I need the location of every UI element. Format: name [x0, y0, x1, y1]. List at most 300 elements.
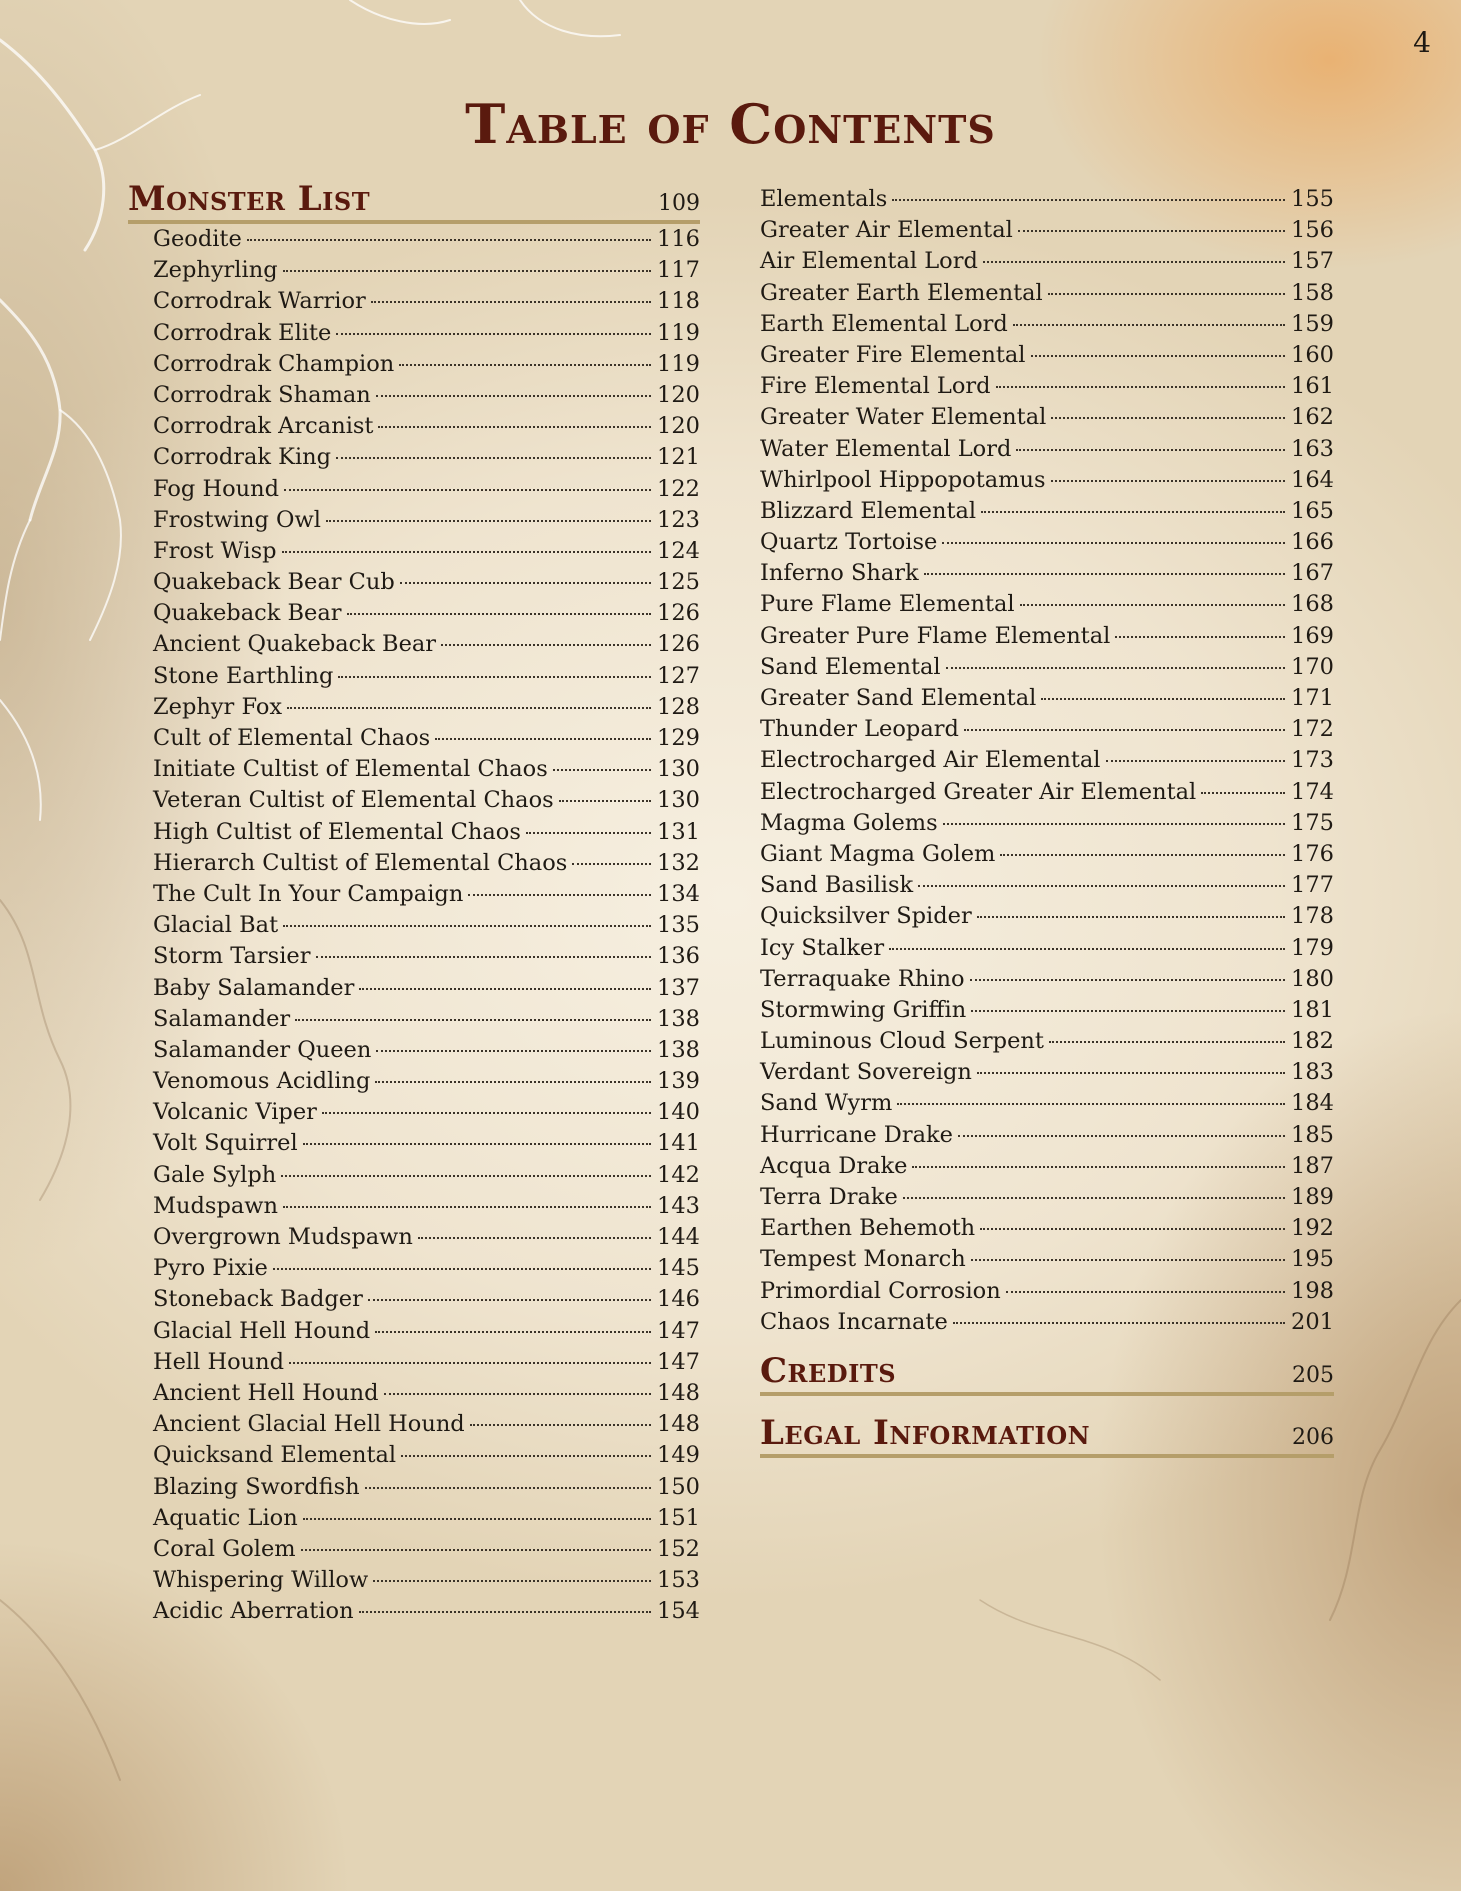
entry-title: Coral Golem	[153, 1535, 296, 1562]
entry-title: Fog Hound	[153, 475, 280, 502]
section-legal-information[interactable]	[760, 1414, 1334, 1458]
toc-entry[interactable]	[153, 692, 700, 723]
entry-title: Greater Earth Elemental	[760, 279, 1043, 306]
toc-entry[interactable]	[153, 754, 700, 785]
entry-page-number: 145	[657, 1255, 700, 1282]
dot-leader	[400, 582, 651, 584]
toc-entry[interactable]	[760, 777, 1334, 808]
toc-entry[interactable]	[760, 714, 1334, 745]
entry-page-number: 137	[657, 974, 700, 1001]
dot-leader	[996, 386, 1285, 388]
toc-entry[interactable]	[153, 1160, 700, 1191]
toc-entry[interactable]	[153, 1503, 700, 1534]
entry-title: Ancient Hell Hound	[153, 1379, 379, 1406]
entry-page-number: 178	[1291, 903, 1334, 930]
entry-page-number: 171	[1291, 685, 1334, 711]
entry-page-number: 148	[657, 1411, 700, 1438]
dot-leader	[295, 1019, 651, 1021]
toc-entry[interactable]	[153, 255, 700, 286]
toc-entry[interactable]	[760, 371, 1334, 402]
dot-leader	[977, 916, 1285, 918]
entry-page-number: 175	[1291, 809, 1334, 836]
dot-leader	[1115, 636, 1285, 638]
entry-page-number: 122	[657, 475, 700, 502]
dot-leader	[1013, 324, 1285, 326]
entry-title: Corrodrak Elite	[153, 319, 332, 346]
entry-title: Zephyrling	[153, 257, 278, 284]
toc-entry[interactable]	[760, 527, 1334, 558]
toc-entry[interactable]	[760, 1057, 1334, 1088]
toc-entry[interactable]	[760, 1026, 1334, 1057]
entry-page-number: 187	[1291, 1152, 1334, 1179]
toc-entry[interactable]	[153, 380, 700, 411]
entry-page-number: 136	[657, 943, 700, 970]
entry-page-number: 195	[1291, 1246, 1334, 1273]
section-page: 205	[1292, 1362, 1334, 1388]
entry-title: Greater Pure Flame Elemental	[760, 622, 1111, 649]
page-title: Table of Contents	[465, 92, 996, 156]
entry-title: Luminous Cloud Serpent	[760, 1028, 1044, 1055]
toc-entry[interactable]	[153, 411, 700, 442]
entry-page-number: 150	[657, 1473, 700, 1500]
dot-leader	[384, 1393, 651, 1395]
dot-leader	[1018, 230, 1285, 232]
dot-leader	[977, 1072, 1285, 1074]
toc-entry[interactable]	[760, 1213, 1334, 1244]
toc-entry[interactable]	[153, 1378, 700, 1409]
entry-title: Glacial Hell Hound	[153, 1317, 371, 1344]
entry-title: Volt Squirrel	[153, 1130, 298, 1157]
toc-entry[interactable]	[153, 910, 700, 941]
entry-title: Cult of Elemental Chaos	[153, 725, 431, 751]
dot-leader	[1051, 480, 1285, 482]
left-column	[128, 180, 700, 1627]
entry-title: Overgrown Mudspawn	[153, 1224, 413, 1250]
toc-entry[interactable]	[153, 941, 700, 972]
dot-leader	[247, 239, 651, 241]
toc-entry[interactable]	[760, 1307, 1334, 1338]
entry-title: Verdant Sovereign	[760, 1059, 972, 1086]
entry-title: The Cult In Your Campaign	[153, 880, 464, 907]
entry-page-number: 153	[657, 1567, 700, 1594]
toc-entry[interactable]	[153, 1472, 700, 1503]
entry-page-number: 120	[657, 413, 700, 440]
entry-title: Earthen Behemoth	[760, 1215, 976, 1242]
entry-page-number: 160	[1291, 341, 1334, 368]
entry-page-number: 124	[657, 537, 700, 564]
toc-entry[interactable]	[153, 536, 700, 567]
toc-entry[interactable]	[760, 995, 1334, 1026]
dot-leader	[918, 885, 1285, 887]
entry-page-number: 179	[1291, 934, 1334, 961]
entry-title: Primordial Corrosion	[760, 1277, 1001, 1304]
section-title: Legal Information	[760, 1412, 1091, 1453]
entry-title: Acidic Aberration	[153, 1598, 354, 1625]
toc-entry[interactable]	[153, 661, 700, 692]
dot-leader	[1049, 1041, 1285, 1043]
entry-page-number: 149	[657, 1442, 700, 1469]
entry-title: Elementals	[760, 186, 888, 212]
right-column	[760, 180, 1334, 1458]
entry-page-number: 132	[657, 849, 700, 876]
toc-entry[interactable]	[153, 817, 700, 848]
toc-entry[interactable]	[153, 1191, 700, 1222]
entry-title: Quicksilver Spider	[760, 903, 972, 930]
entry-page-number: 198	[1291, 1277, 1334, 1304]
entry-title: Mudspawn	[153, 1192, 279, 1219]
entry-page-number: 161	[1291, 373, 1334, 400]
dot-leader	[359, 988, 651, 990]
toc-entry[interactable]	[153, 224, 700, 255]
toc-entry[interactable]	[760, 745, 1334, 776]
dot-leader	[376, 1050, 651, 1052]
entry-title: Corrodrak King	[153, 444, 332, 471]
toc-entry[interactable]	[153, 1596, 700, 1627]
toc-entry[interactable]	[153, 1284, 700, 1315]
toc-entry[interactable]	[760, 839, 1334, 870]
entry-page-number: 174	[1291, 778, 1334, 805]
toc-entry[interactable]	[153, 1035, 700, 1066]
entry-title: Inferno Shark	[760, 560, 919, 587]
dot-leader	[1000, 854, 1285, 856]
entry-page-number: 159	[1291, 310, 1334, 337]
dot-leader	[373, 1580, 651, 1582]
entry-title: Zephyr Fox	[153, 693, 283, 720]
entry-page-number: 134	[657, 880, 700, 907]
entry-page-number: 163	[1291, 435, 1334, 462]
entry-title: Frostwing Owl	[153, 506, 321, 533]
dot-leader	[371, 301, 651, 303]
toc-entry[interactable]	[760, 1120, 1334, 1151]
toc-entry[interactable]	[153, 879, 700, 910]
entry-page-number: 144	[657, 1224, 700, 1250]
entry-title: Ancient Glacial Hell Hound	[153, 1411, 465, 1438]
entry-page-number: 147	[657, 1317, 700, 1344]
toc-entry[interactable]	[760, 964, 1334, 995]
entry-page-number: 158	[1291, 279, 1334, 306]
entry-title: Blizzard Elemental	[760, 497, 977, 524]
dot-leader	[359, 1611, 651, 1613]
entry-title: Pyro Pixie	[153, 1255, 268, 1282]
dot-leader	[326, 520, 651, 522]
toc-entry[interactable]	[153, 1565, 700, 1596]
toc-entry[interactable]	[153, 505, 700, 536]
dot-leader	[375, 1331, 651, 1333]
entry-page-number: 127	[657, 662, 700, 689]
toc-entry[interactable]	[760, 465, 1334, 496]
dot-leader	[1051, 417, 1285, 419]
entry-title: Volcanic Viper	[153, 1099, 317, 1126]
entry-page-number: 156	[1291, 217, 1334, 244]
entry-page-number: 117	[657, 257, 700, 284]
dot-leader	[287, 707, 651, 709]
dot-leader	[953, 1322, 1285, 1324]
dot-leader	[1031, 355, 1286, 357]
dot-leader	[301, 1549, 651, 1551]
dot-leader	[441, 644, 651, 646]
entry-page-number: 129	[657, 725, 700, 751]
entry-page-number: 157	[1291, 248, 1334, 275]
entry-page-number: 201	[1291, 1308, 1334, 1335]
entry-page-number: 184	[1291, 1090, 1334, 1117]
entry-page-number: 130	[657, 756, 700, 783]
dot-leader	[365, 1487, 651, 1489]
entry-title: Glacial Bat	[153, 912, 279, 939]
toc-entry[interactable]	[760, 1182, 1334, 1213]
entry-title: Hurricane Drake	[760, 1121, 953, 1148]
entry-page-number: 146	[657, 1286, 700, 1313]
entry-title: Corrodrak Warrior	[153, 288, 366, 315]
entry-page-number: 142	[657, 1161, 700, 1188]
toc-entry[interactable]	[760, 1088, 1334, 1119]
entry-page-number: 192	[1291, 1215, 1334, 1242]
dot-leader	[281, 1175, 651, 1177]
entry-title: Thunder Leopard	[760, 716, 959, 743]
toc-entry[interactable]	[153, 1004, 700, 1035]
dot-leader	[912, 1166, 1285, 1168]
entry-page-number: 138	[657, 1005, 700, 1032]
toc-entry[interactable]	[760, 434, 1334, 465]
entry-page-number: 120	[657, 381, 700, 408]
toc-entry[interactable]	[153, 848, 700, 879]
entry-title: Greater Fire Elemental	[760, 341, 1026, 368]
dot-leader	[316, 956, 652, 958]
entry-title: Frost Wisp	[153, 537, 277, 564]
entry-title: Stormwing Griffin	[760, 996, 967, 1023]
dot-leader	[303, 1143, 651, 1145]
entry-page-number: 185	[1291, 1121, 1334, 1148]
entry-title: Corrodrak Champion	[153, 350, 395, 377]
toc-entry[interactable]	[153, 474, 700, 505]
dot-leader	[572, 863, 651, 865]
entry-title: Salamander Queen	[153, 1036, 372, 1063]
entry-page-number: 148	[657, 1379, 700, 1406]
entry-title: Sand Basilisk	[760, 872, 914, 899]
elementals-entries	[760, 184, 1334, 1338]
dot-leader	[983, 261, 1285, 263]
dot-leader	[892, 199, 1285, 201]
entry-title: Quicksand Elemental	[153, 1442, 397, 1469]
dot-leader	[338, 676, 651, 678]
entry-page-number: 152	[657, 1535, 700, 1562]
entry-page-number: 176	[1291, 840, 1334, 867]
toc-entry[interactable]	[153, 1534, 700, 1565]
entry-title: Hierarch Cultist of Elemental Chaos	[153, 849, 568, 876]
dot-leader	[980, 1228, 1285, 1230]
entry-page-number: 143	[657, 1192, 700, 1219]
dot-leader	[322, 1112, 651, 1114]
toc-entry[interactable]	[760, 589, 1334, 620]
entry-page-number: 172	[1291, 716, 1334, 743]
toc-entry[interactable]	[760, 184, 1334, 215]
toc-entry[interactable]	[153, 723, 700, 754]
toc-entry[interactable]	[760, 246, 1334, 277]
entry-page-number: 135	[657, 912, 700, 939]
entry-title: High Cultist of Elemental Chaos	[153, 818, 521, 845]
entry-title: Whirlpool Hippopotamus	[760, 466, 1046, 493]
entry-page-number: 131	[657, 818, 700, 845]
entry-page-number: 155	[1291, 186, 1334, 212]
entry-title: Chaos Incarnate	[760, 1308, 948, 1335]
toc-entry[interactable]	[760, 1244, 1334, 1275]
toc-entry[interactable]	[153, 785, 700, 816]
entry-title: Icy Stalker	[760, 934, 885, 961]
dot-leader	[375, 1081, 651, 1083]
entry-page-number: 169	[1291, 622, 1334, 649]
toc-entry[interactable]	[760, 278, 1334, 309]
dot-leader	[559, 800, 651, 802]
entry-page-number: 170	[1291, 653, 1334, 680]
entry-title: Corrodrak Shaman	[153, 381, 371, 408]
dot-leader	[1048, 293, 1285, 295]
dot-leader	[971, 1259, 1285, 1261]
entry-page-number: 167	[1291, 560, 1334, 587]
section-credits[interactable]	[760, 1352, 1334, 1396]
entry-page-number: 118	[657, 288, 700, 315]
toc-entry[interactable]	[760, 402, 1334, 433]
dot-leader	[468, 894, 651, 896]
dot-leader	[376, 395, 651, 397]
dot-leader	[553, 769, 651, 771]
dot-leader	[1006, 1291, 1285, 1293]
entry-title: Air Elemental Lord	[760, 248, 978, 275]
dot-leader	[1020, 604, 1285, 606]
section-page: 109	[658, 191, 700, 216]
entry-page-number: 180	[1291, 965, 1334, 992]
dot-leader	[368, 1299, 651, 1301]
dot-leader	[418, 1237, 651, 1239]
toc-entry[interactable]	[760, 808, 1334, 839]
toc-entry[interactable]	[760, 309, 1334, 340]
entry-page-number: 173	[1291, 747, 1334, 774]
entry-title: Tempest Monarch	[760, 1246, 966, 1273]
toc-entry[interactable]	[153, 1347, 700, 1378]
entry-page-number: 154	[657, 1598, 700, 1625]
dot-leader	[283, 270, 651, 272]
dot-leader	[943, 823, 1285, 825]
entry-page-number: 123	[657, 506, 700, 533]
toc-entry[interactable]	[760, 621, 1334, 652]
entry-page-number: 121	[657, 444, 700, 471]
dot-leader	[435, 738, 651, 740]
toc-entry[interactable]	[153, 1440, 700, 1471]
entry-title: Sand Elemental	[760, 653, 941, 680]
entry-title: Baby Salamander	[153, 974, 355, 1001]
toc-entry[interactable]	[153, 1253, 700, 1284]
toc-entry[interactable]	[760, 215, 1334, 246]
entry-page-number: 128	[657, 693, 700, 720]
toc-entry[interactable]	[760, 1276, 1334, 1307]
entry-title: Pure Flame Elemental	[760, 591, 1015, 618]
toc-entry[interactable]	[153, 286, 700, 317]
toc-entry[interactable]	[760, 558, 1334, 589]
toc-entry[interactable]	[153, 1128, 700, 1159]
dot-leader	[964, 729, 1285, 731]
toc-entry[interactable]	[760, 683, 1334, 714]
dot-leader	[470, 1424, 651, 1426]
entry-page-number: 162	[1291, 404, 1334, 431]
entry-title: Terra Drake	[760, 1184, 898, 1210]
toc-entry[interactable]	[153, 598, 700, 629]
dot-leader	[946, 667, 1285, 669]
toc-entry[interactable]	[153, 349, 700, 380]
dot-leader	[1041, 698, 1285, 700]
entry-title: Giant Magma Golem	[760, 840, 996, 867]
entry-page-number: 164	[1291, 466, 1334, 493]
dot-leader	[283, 1206, 651, 1208]
entry-page-number: 166	[1291, 529, 1334, 556]
monster-list-entries	[153, 224, 700, 1627]
toc-entry[interactable]	[153, 318, 700, 349]
dot-leader	[399, 364, 651, 366]
dot-leader	[1201, 792, 1285, 794]
entry-page-number: 125	[657, 569, 700, 596]
toc-entry[interactable]	[760, 496, 1334, 527]
toc-entry[interactable]	[153, 629, 700, 660]
dot-leader	[897, 1103, 1285, 1105]
toc-entry[interactable]	[153, 1409, 700, 1440]
entry-page-number: 151	[657, 1504, 700, 1531]
entry-title: Gale Sylph	[153, 1161, 277, 1188]
entry-page-number: 138	[657, 1036, 700, 1063]
toc-entry[interactable]	[153, 1316, 700, 1347]
section-page: 206	[1292, 1424, 1334, 1450]
entry-title: Magma Golems	[760, 809, 938, 836]
dot-leader	[903, 1197, 1285, 1199]
toc-entry[interactable]	[153, 1222, 700, 1253]
entry-page-number: 168	[1291, 591, 1334, 618]
dot-leader	[336, 333, 651, 335]
entry-title: Electrocharged Greater Air Elemental	[760, 778, 1197, 805]
dot-leader	[942, 542, 1285, 544]
toc-entry[interactable]	[760, 1151, 1334, 1182]
entry-title: Quakeback Bear	[153, 600, 342, 627]
entry-title: Quakeback Bear Cub	[153, 569, 395, 596]
toc-entry[interactable]	[153, 1097, 700, 1128]
toc-entry[interactable]	[760, 652, 1334, 683]
entry-page-number: 116	[657, 226, 700, 252]
toc-entry[interactable]	[153, 1066, 700, 1097]
entry-title: Geodite	[153, 226, 242, 252]
entry-title: Greater Sand Elemental	[760, 685, 1037, 711]
entry-title: Stone Earthling	[153, 662, 334, 689]
toc-entry[interactable]	[760, 870, 1334, 901]
entry-page-number: 189	[1291, 1184, 1334, 1210]
dot-leader	[378, 426, 651, 428]
entry-title: Hell Hound	[153, 1348, 285, 1375]
entry-title: Veteran Cultist of Elemental Chaos	[153, 787, 554, 814]
entry-title: Corrodrak Arcanist	[153, 413, 374, 440]
toc-entry[interactable]	[760, 340, 1334, 371]
section-title: Credits	[760, 1350, 897, 1391]
toc-entry[interactable]	[153, 973, 700, 1004]
entry-title: Fire Elemental Lord	[760, 373, 991, 400]
dot-leader	[273, 1268, 651, 1270]
toc-entry[interactable]	[760, 933, 1334, 964]
entry-page-number: 147	[657, 1348, 700, 1375]
toc-entry[interactable]	[153, 442, 700, 473]
page-number: 4	[1413, 26, 1431, 59]
section-title: Monster List	[128, 179, 371, 219]
entry-title: Whispering Willow	[153, 1567, 369, 1594]
entry-title: Storm Tarsier	[153, 943, 311, 970]
entry-page-number: 182	[1291, 1028, 1334, 1055]
entry-page-number: 177	[1291, 872, 1334, 899]
entry-title: Venomous Acidling	[153, 1068, 371, 1095]
toc-entry[interactable]	[760, 901, 1334, 932]
toc-entry[interactable]	[153, 567, 700, 598]
section-monster-list[interactable]	[128, 180, 700, 224]
